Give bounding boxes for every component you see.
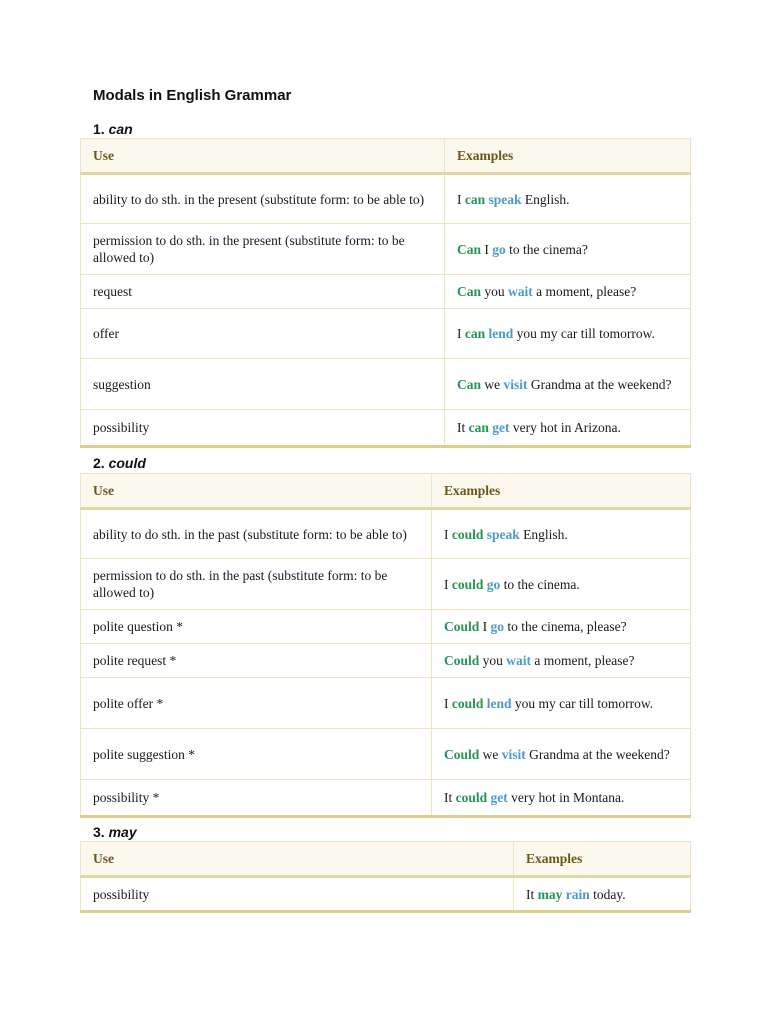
example-cell: Can you wait a moment, please? [445,275,691,309]
example-cell: Could I go to the cinema, please? [432,610,691,644]
table-could [80,473,691,818]
table-row [81,224,691,275]
main-verb: get [492,420,510,435]
use-cell: polite request * [81,644,432,678]
main-verb: go [490,619,505,634]
main-verb: lend [486,695,512,711]
example-cell: Can I go to the cinema? [445,224,691,275]
example-cell: I could speak English. [432,509,691,559]
table-row [81,359,691,410]
main-verb: speak [486,526,520,542]
section-modal: could [108,455,146,471]
use-cell: request [81,275,445,309]
section-modal: can [108,121,133,137]
section-heading-could [93,455,146,471]
column-header-examples: Examples [514,842,691,877]
column-header-use: Use [81,842,514,877]
modal-word: Could [444,653,480,668]
use-cell: ability to do sth. in the present (substitute form: to be able to) [81,174,445,224]
use-cell: permission to do sth. in the present (substitute form: to be allowed to) [81,224,445,275]
column-header-examples: Examples [432,474,691,509]
use-cell: polite suggestion * [81,729,432,780]
table-row [81,877,691,912]
example-cell: I can speak English. [445,174,691,224]
use-cell: possibility * [81,780,432,817]
column-header-examples: Examples [445,139,691,174]
main-verb: go [486,576,501,592]
use-cell: polite question * [81,610,432,644]
use-cell: suggestion [81,359,445,410]
table-row [81,559,691,610]
modal-word: Could [444,619,480,634]
modal-word: could [451,576,484,592]
table-row [81,729,691,780]
modal-word: can [468,420,489,435]
main-verb: visit [503,376,528,392]
modal-word: could [451,526,484,542]
example-cell: I could lend you my car till tomorrow. [432,678,691,729]
table-row [81,275,691,309]
use-cell: possibility [81,410,445,447]
table-row [81,309,691,359]
modal-word: could [455,790,488,805]
main-verb: get [490,790,508,805]
modal-word: Can [457,241,482,257]
section-number: 3. [93,824,105,840]
section-number: 2. [93,455,105,471]
table-row [81,509,691,559]
table-row [81,780,691,817]
main-verb: rain [565,886,590,902]
modal-word: Could [444,746,480,762]
modal-word: Can [457,376,482,392]
section-modal: may [108,824,137,840]
main-verb: wait [508,284,533,299]
modal-word: can [464,326,486,341]
example-cell: It can get very hot in Arizona. [445,410,691,447]
example-cell: Can we visit Grandma at the weekend? [445,359,691,410]
section-heading-can [93,121,133,137]
example-cell: It may rain today. [514,877,691,912]
main-verb: speak [488,191,522,207]
modal-word: Can [457,284,482,299]
main-verb: go [492,241,506,257]
modal-word: can [464,191,486,207]
section-number: 1. [93,121,105,137]
modal-word: could [451,695,484,711]
use-cell: possibility [81,877,514,912]
example-cell: I could go to the cinema. [432,559,691,610]
example-cell: I can lend you my car till tomorrow. [445,309,691,359]
column-header-use: Use [81,139,445,174]
use-cell: offer [81,309,445,359]
section-heading-may [93,824,137,840]
example-cell: Could we visit Grandma at the weekend? [432,729,691,780]
table-row [81,610,691,644]
page-title: Modals in English Grammar [93,87,292,104]
main-verb: visit [501,746,526,762]
modal-word: may [537,886,563,902]
use-cell: ability to do sth. in the past (substitute form: to be able to) [81,509,432,559]
table-row [81,410,691,447]
example-cell: It could get very hot in Montana. [432,780,691,817]
main-verb: wait [506,653,532,668]
table-row [81,678,691,729]
table-row [81,174,691,224]
table-may [80,841,691,913]
main-verb: lend [488,326,514,341]
table-row [81,644,691,678]
example-cell: Could you wait a moment, please? [432,644,691,678]
column-header-use: Use [81,474,432,509]
table-can [80,138,691,448]
use-cell: permission to do sth. in the past (substitute form: to be allowed to) [81,559,432,610]
use-cell: polite offer * [81,678,432,729]
